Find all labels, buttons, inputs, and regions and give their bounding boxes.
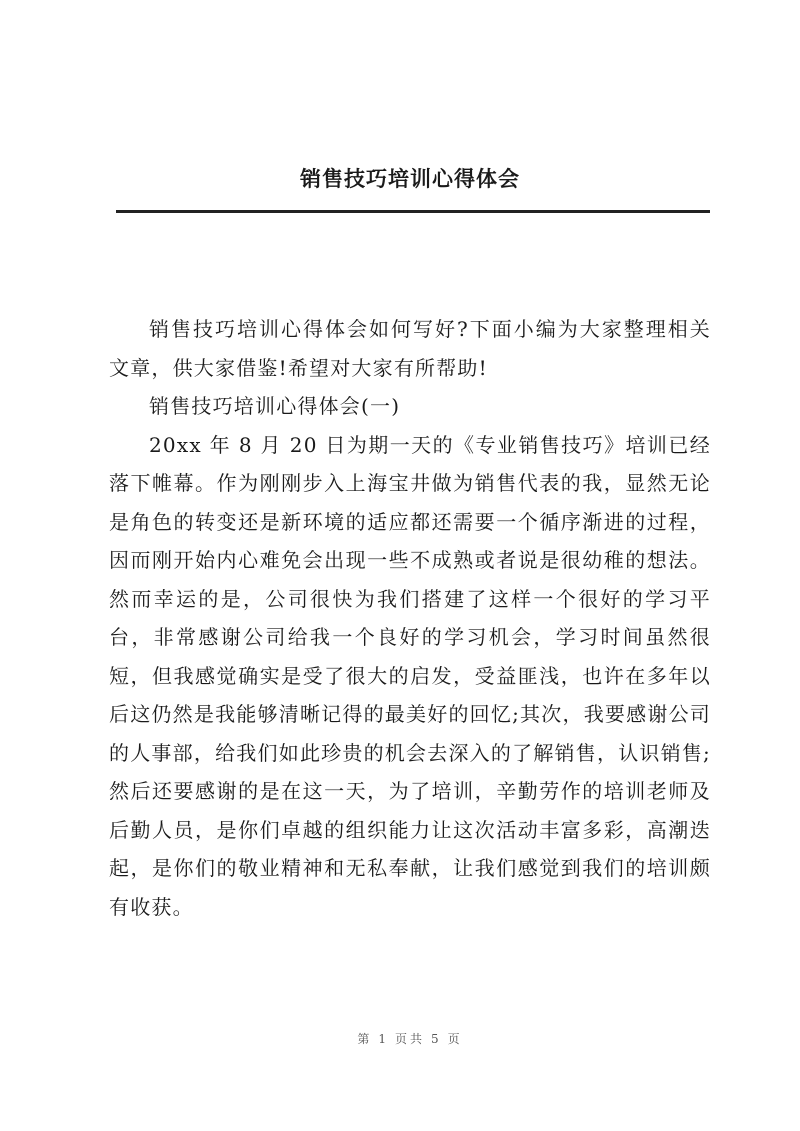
footer-prefix: 第 — [357, 1032, 373, 1046]
title-divider — [116, 210, 710, 213]
intro-paragraph: 销售技巧培训心得体会如何写好?下面小编为大家整理相关文章，供大家借鉴!希望对大家有所帮助! — [109, 317, 711, 380]
footer-middle: 页共 — [394, 1032, 425, 1046]
footer-suffix: 页 — [447, 1032, 463, 1046]
footer-page-number: 1 — [378, 1032, 389, 1046]
body-paragraph: 20xx 年 8 月 20 日为期一天的《专业销售技巧》培训已经落下帷幕。作为刚刚步入上海宝井做为销售代表的我，显然无论是角色的转变还是新环境的适应都还需要一个循序渐进的过程，因而刚开始内心难免会出现一些不成熟或者说是很幼稚的想法。然而幸运的是，公司很快为我们搭建了这样一个很好的学习平台，非常感谢公司给我一个良好的学习机会，学习时间虽然很短，但我感觉确实是受了很大的启发，受益匪浅，也许在多年以后这仍然是我能够清晰记得的最美好的回忆;其次，我要感谢公司的人事部，给我们如此珍贵的机会去深入的了解销售，认识销售;然后还要感谢的是在这一天，为了培训，辛勤劳作的培训老师及后勤人员，是你们卓越的组织能力让这次活动丰富多彩，高潮迭起，是你们的敬业精神和无私奉献，让我们感觉到我们的培训颇有收获。 — [109, 432, 711, 919]
page-title: 销售技巧培训心得体会 — [300, 167, 520, 191]
document-body — [109, 310, 711, 926]
page-footer — [0, 1030, 800, 1047]
section-heading: 销售技巧培训心得体会(一) — [149, 394, 401, 418]
footer-total-pages: 5 — [431, 1032, 442, 1046]
